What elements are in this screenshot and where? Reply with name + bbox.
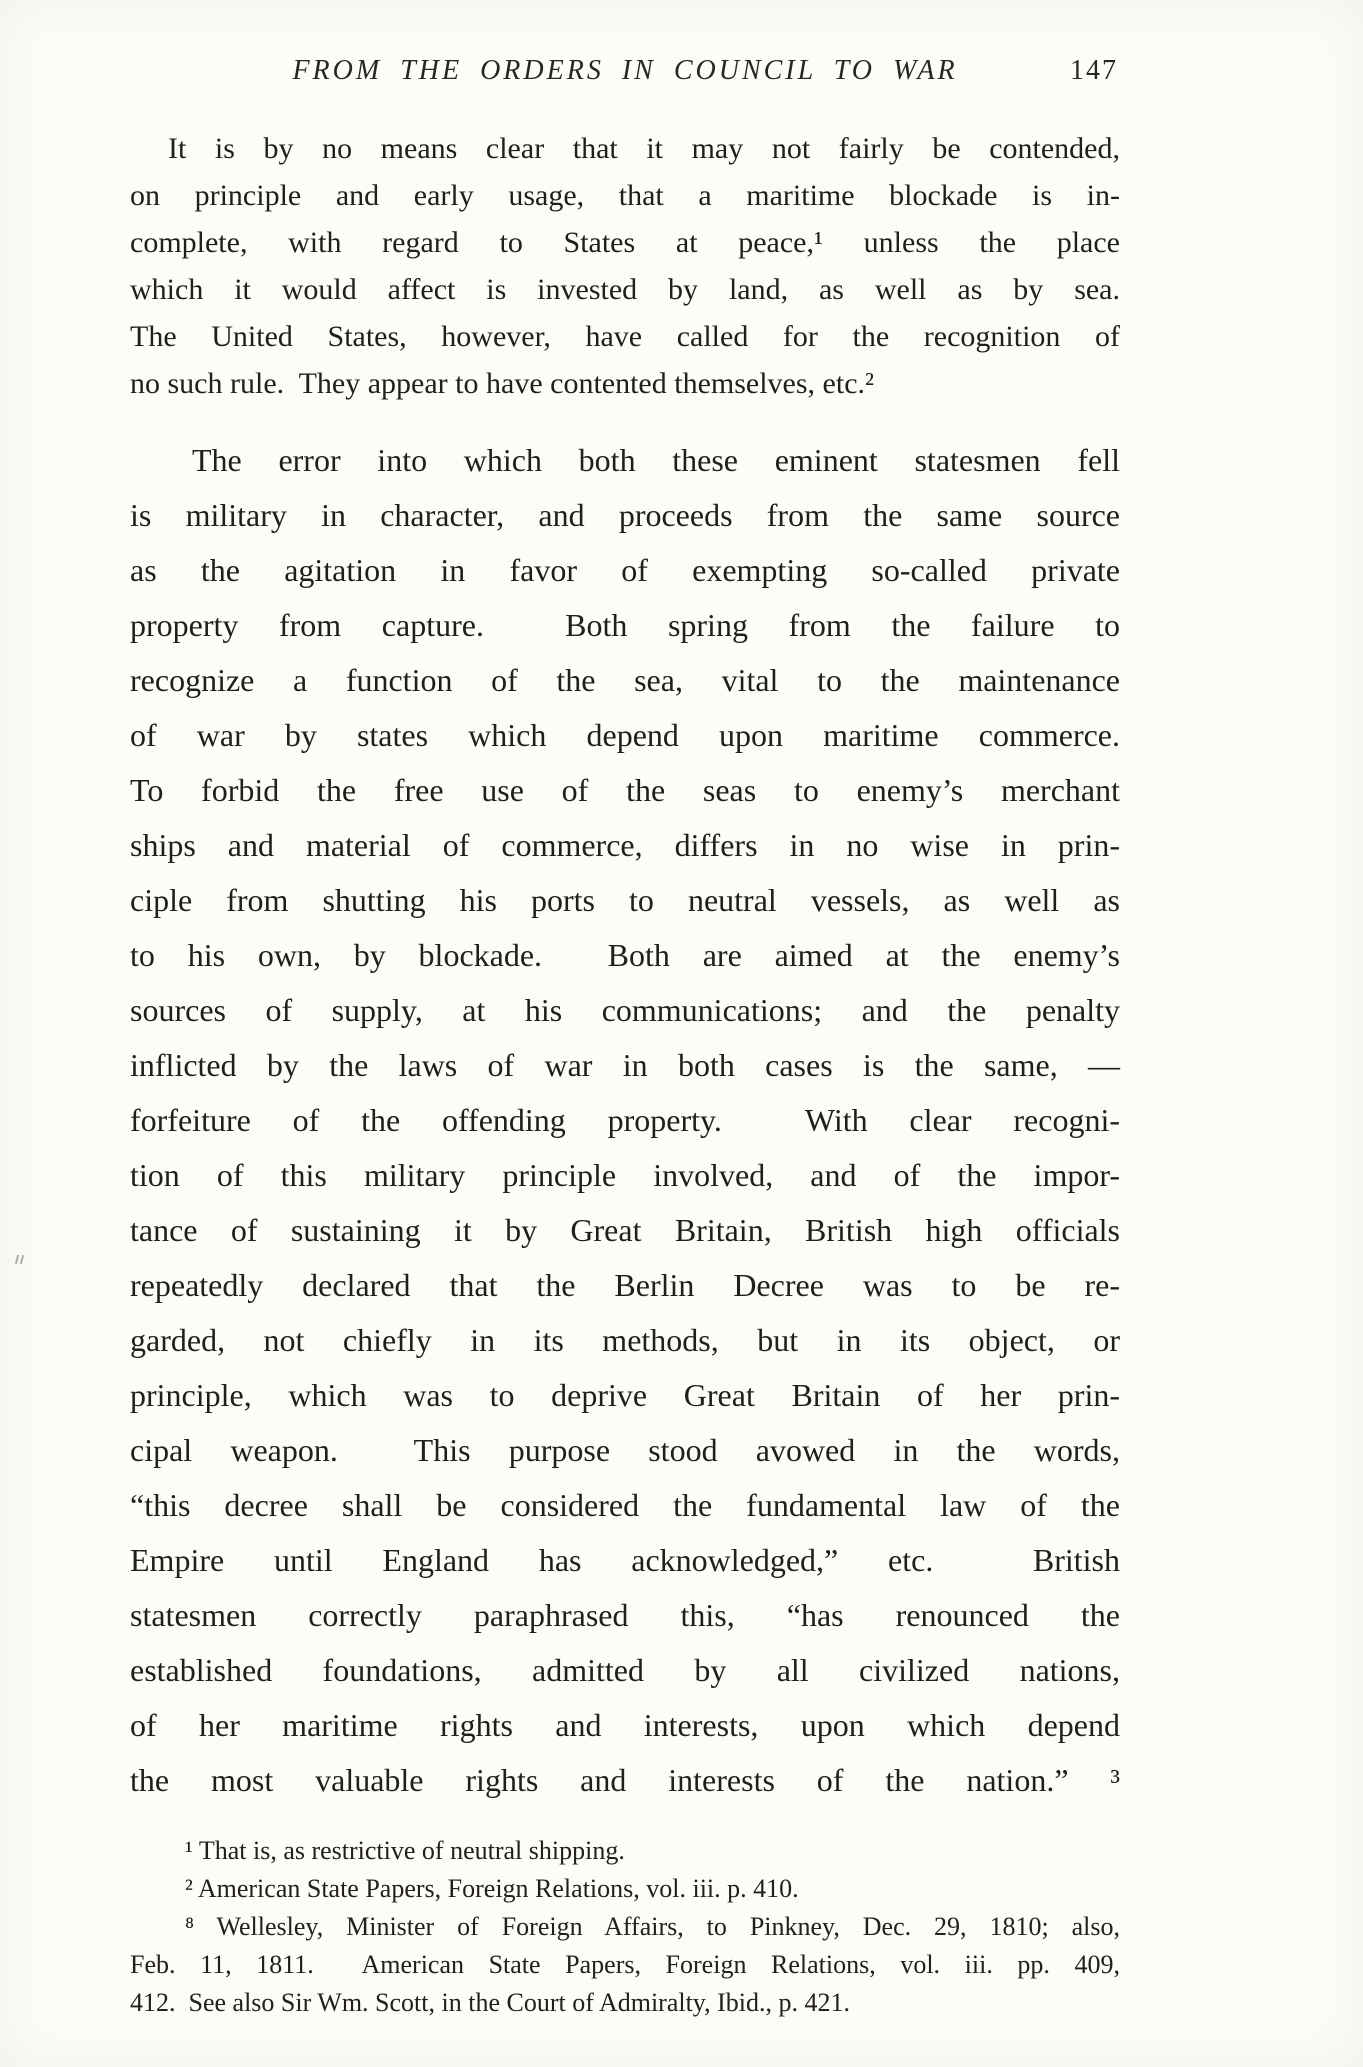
text-line: to his own, by blockade. Both are aimed at the enemy’s bbox=[130, 937, 1120, 973]
text-line: ciple from shutting his ports to neutral vessels, as well as bbox=[130, 882, 1120, 918]
block-quote bbox=[130, 125, 1120, 407]
text-line: tion of this military principle involved, and of the impor- bbox=[130, 1157, 1120, 1193]
text-line: The United States, however, have called for the recognition of bbox=[130, 320, 1120, 353]
text-line: complete, with regard to States at peace,¹ unless the place bbox=[130, 226, 1120, 259]
text-line: on principle and early usage, that a maritime blockade is in- bbox=[130, 179, 1120, 212]
text-line: “this decree shall be considered the fundamental law of the bbox=[130, 1487, 1120, 1523]
text-line: of war by states which depend upon maritime commerce. bbox=[130, 717, 1120, 753]
text-line: cipal weapon. This purpose stood avowed in the words, bbox=[130, 1432, 1120, 1468]
text-line: forfeiture of the offending property. With clear recogni- bbox=[130, 1102, 1120, 1138]
footnotes bbox=[130, 1832, 1120, 2022]
text-line: of her maritime rights and interests, upon which depend bbox=[130, 1707, 1120, 1743]
text-line: property from capture. Both spring from the failure to bbox=[130, 607, 1120, 643]
chapter-title: FROM THE ORDERS IN COUNCIL TO WAR bbox=[292, 55, 958, 86]
text-line: principle, which was to deprive Great Britain of her prin- bbox=[130, 1377, 1120, 1413]
footnote-line: Feb. 11, 1811. American State Papers, Foreign Relations, vol. iii. pp. 409, bbox=[130, 1950, 1120, 1979]
text-line: which it would affect is invested by land, as well as by sea. bbox=[130, 273, 1120, 306]
text-line: Empire until England has acknowledged,” etc. British bbox=[130, 1542, 1120, 1578]
running-header bbox=[130, 55, 1120, 89]
text-line: statesmen correctly paraphrased this, “has renounced the bbox=[130, 1597, 1120, 1633]
text-line: To forbid the free use of the seas to enemy’s merchant bbox=[130, 772, 1120, 808]
text-line: repeatedly declared that the Berlin Decree was to be re- bbox=[130, 1267, 1120, 1303]
text-line: the most valuable rights and interests of the nation.” ³ bbox=[130, 1762, 1120, 1798]
page-number: 147 bbox=[1070, 55, 1118, 86]
footnote-line: 412. See also Sir Wm. Scott, in the Court of Admiralty, Ibid., p. 421. bbox=[130, 1988, 851, 2017]
text-line: is military in character, and proceeds from the same source bbox=[130, 497, 1120, 533]
text-line: no such rule. They appear to have contented themselves, etc.² bbox=[130, 367, 875, 400]
text-line: established foundations, admitted by all civilized nations, bbox=[130, 1652, 1120, 1688]
text-line: The error into which both these eminent statesmen fell bbox=[192, 442, 1120, 478]
text-line: inflicted by the laws of war in both cases is the same, — bbox=[130, 1047, 1120, 1083]
text-line: as the agitation in favor of exempting so-called private bbox=[130, 552, 1120, 588]
footnote-line: ¹ That is, as restrictive of neutral shipping. bbox=[185, 1836, 625, 1865]
text-line: recognize a function of the sea, vital to the maintenance bbox=[130, 662, 1120, 698]
text-line: sources of supply, at his communications; and the penalty bbox=[130, 992, 1120, 1028]
footnote-line: ⁸ Wellesley, Minister of Foreign Affairs, to Pinkney, Dec. 29, 1810; also, bbox=[185, 1912, 1120, 1941]
text-block bbox=[130, 55, 1120, 2022]
text-line: ships and material of commerce, differs in no wise in prin- bbox=[130, 827, 1120, 863]
body-paragraph bbox=[130, 433, 1120, 1808]
text-line: tance of sustaining it by Great Britain, British high officials bbox=[130, 1212, 1120, 1248]
text-line: garded, not chiefly in its methods, but in its object, or bbox=[130, 1322, 1120, 1358]
footnote-line: ² American State Papers, Foreign Relations, vol. iii. p. 410. bbox=[185, 1874, 799, 1903]
scan-speck-artifact bbox=[14, 1255, 26, 1265]
text-line: It is by no means clear that it may not fairly be contended, bbox=[168, 132, 1120, 165]
